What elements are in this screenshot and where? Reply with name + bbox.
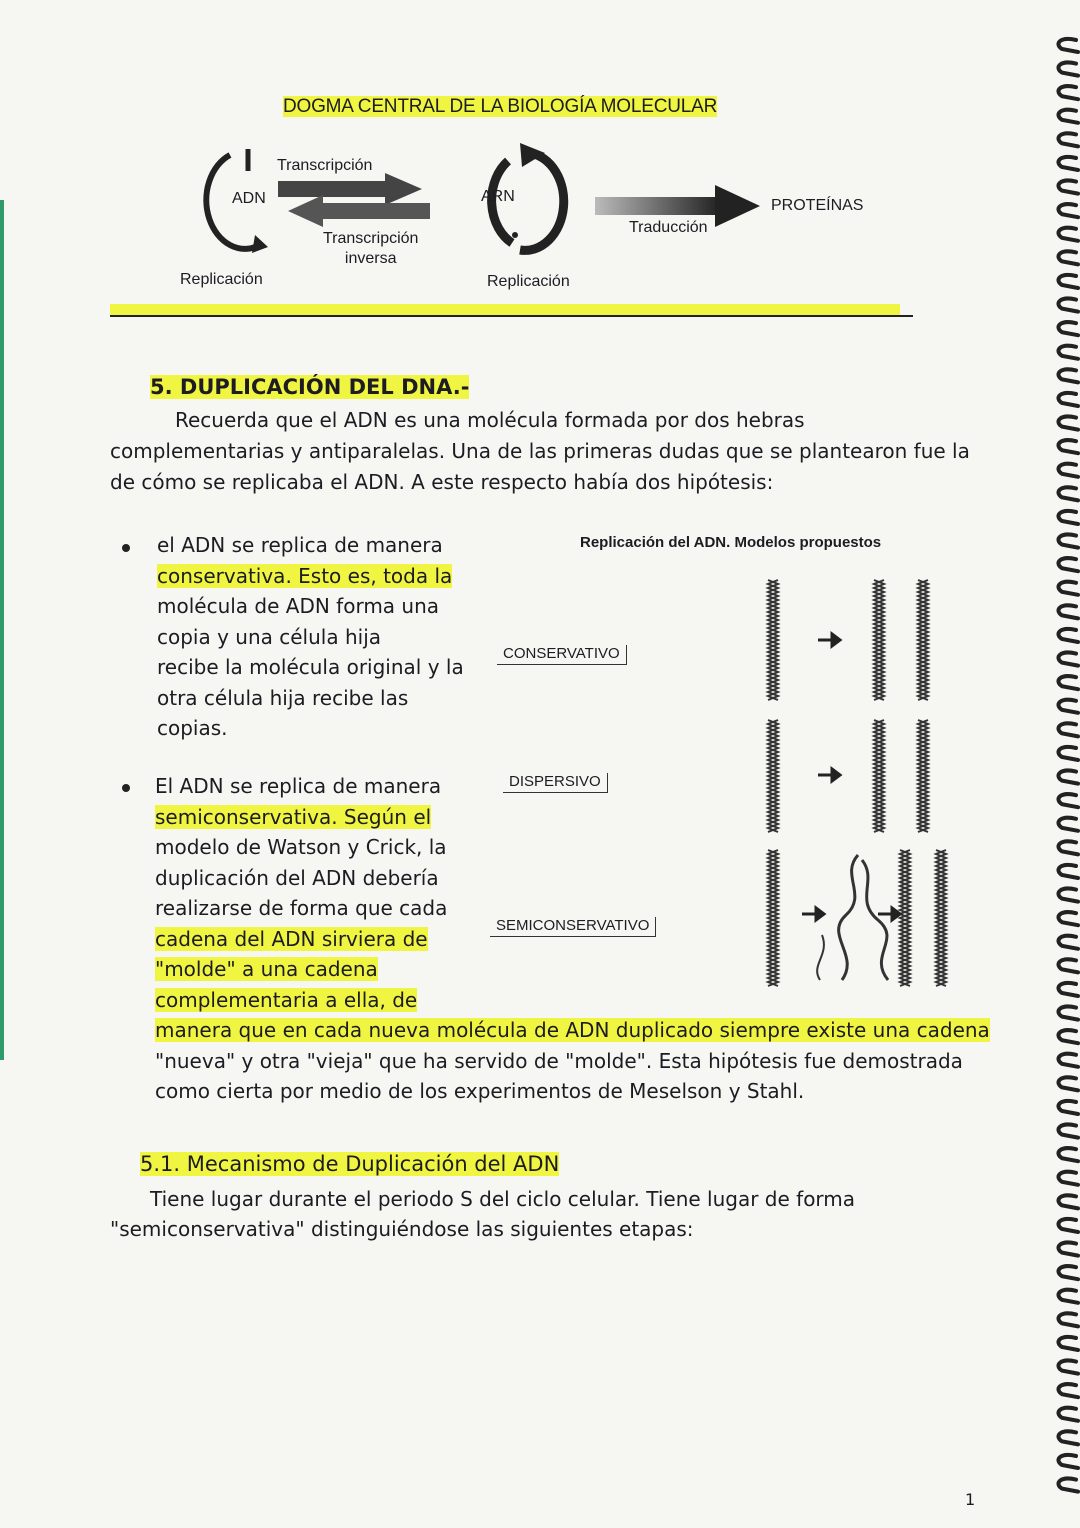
spiral-coil [1058,983,1078,996]
spiral-coil [1058,794,1078,807]
spiral-coil [1058,1030,1078,1043]
transcription-label: Transcripción [277,157,373,174]
model-label-dispersive: DISPERSIVO [503,773,608,793]
spiral-coil [1058,771,1078,784]
spiral-coil [1058,417,1078,430]
spiral-coil [1058,346,1078,359]
spiral-coil [1058,440,1078,453]
spiral-coil [1058,558,1078,571]
spiral-coil [1058,1077,1078,1090]
spiral-coil [1058,1148,1078,1161]
spiral-coil [1058,181,1078,194]
dogma-title: DOGMA CENTRAL DE LA BIOLOGÍA MOLECULAR [283,96,718,117]
spiral-coil [1058,157,1078,170]
spiral-coil [1058,1101,1078,1114]
bullet-dot [122,544,130,552]
spiral-coil [1058,1266,1078,1279]
adn-label: ADN [232,190,266,207]
translation-label: Traducción [629,219,708,236]
section51-line-1: Tiene lugar durante el periodo S del ciclo celular. Tiene lugar de forma [150,1187,856,1211]
spiral-coil [1058,1243,1078,1256]
spiral-coil [1058,1125,1078,1138]
figure-title: Replicación del ADN. Modelos propuestos [580,534,882,551]
separator-line [110,315,913,317]
spiral-coil [1058,393,1078,406]
bullet2-text: El ADN se replica de manera semiconservativa. Según el modelo de Watson y Crick, la duplicación del ADN debería realizarse de forma que cada cadena del ADN sirviera de "molde" a una cadena complementaria a ella, de manera que en cada nueva molécula de ADN duplicado siempre existe una cadena "nueva" y otra "vieja" que ha servido de "molde". Esta hipótesis fue demostrada como cierta por medio de los experimentos de Meselson y Stahl. [155,774,990,1103]
spiral-coil [1058,251,1078,264]
spiral-coil [1058,487,1078,500]
spiral-binding [1046,30,1080,1510]
spiral-coil [1058,228,1078,241]
spiral-coil [1058,889,1078,902]
spiral-coil [1058,110,1078,123]
page-number: 1 [965,1490,976,1509]
spiral-coil [1058,747,1078,760]
spiral-coil [1058,912,1078,925]
spiral-coil [1058,1384,1078,1397]
spiral-coil [1058,322,1078,335]
spiral-coil [1058,1313,1078,1326]
adn-replication-label: Replicación [180,271,263,288]
transcription-arrow-icon [278,173,422,205]
spiral-coil [1058,1479,1078,1492]
spiral-coil [1058,700,1078,713]
spiral-coil [1058,1054,1078,1067]
notebook-margin-line [0,200,4,1060]
spiral-coil [1058,1455,1078,1468]
intro-line-2: complementarias y antiparalelas. Una de las primeras dudas que se plantearon fue la [110,439,970,463]
spiral-coil [1058,511,1078,524]
model-label-conservative: CONSERVATIVO [497,645,627,665]
spiral-coil [1058,63,1078,76]
spiral-coil [1058,1290,1078,1303]
spiral-coil [1058,865,1078,878]
spiral-coil [1058,818,1078,831]
spiral-coil [1058,369,1078,382]
section5-heading: 5. DUPLICACIÓN DEL DNA.- [150,375,470,399]
bullet1-text: el ADN se replica de manera conservativa. Esto es, toda la molécula de ADN forma una copia y una célula hija recibe la molécula original y la otra célula hija recibe las copias. [157,533,464,740]
spiral-coil [1058,204,1078,217]
spiral-coil [1058,1172,1078,1185]
spiral-coil [1058,676,1078,689]
spiral-coil [1058,653,1078,666]
spiral-coil [1058,133,1078,146]
spiral-coil [1058,1007,1078,1020]
spiral-coil [1058,582,1078,595]
spiral-coil [1058,841,1078,854]
bullet-dot [122,784,130,792]
spiral-coil [1058,936,1078,949]
arn-label: ARN [481,188,515,205]
spiral-coil [1058,39,1078,52]
spiral-coil [1058,1337,1078,1350]
spiral-coil [1058,1408,1078,1421]
spiral-coil [1058,299,1078,312]
reverse-transcription-arrow-icon [288,195,430,227]
model-label-semiconservative: SEMICONSERVATIVO [490,917,656,937]
proteins-label: PROTEÍNAS [771,197,864,214]
reverse-transcription-label: Transcripción inversa [323,230,419,267]
section51-heading: 5.1. Mecanismo de Duplicación del ADN [140,1152,560,1176]
spiral-coil [1058,1431,1078,1444]
spiral-coil [1058,1219,1078,1232]
arn-replication-label: Replicación [487,273,570,290]
spiral-coil [1058,86,1078,99]
spiral-coil [1058,1195,1078,1208]
spiral-coil [1058,1361,1078,1374]
spiral-coil [1058,275,1078,288]
spiral-coil [1058,464,1078,477]
spiral-coil [1058,959,1078,972]
spiral-coil [1058,535,1078,548]
section51-line-2: "semiconservativa" distinguiéndose las siguientes etapas: [110,1217,694,1241]
replication-models-figure [750,575,980,995]
spiral-coil [1058,605,1078,618]
spiral-coil [1058,629,1078,642]
intro-line-3: de cómo se replicaba el ADN. A este respecto había dos hipótesis: [110,470,774,494]
spiral-coil [1058,723,1078,736]
intro-line-1: Recuerda que el ADN es una molécula formada por dos hebras [175,408,805,432]
